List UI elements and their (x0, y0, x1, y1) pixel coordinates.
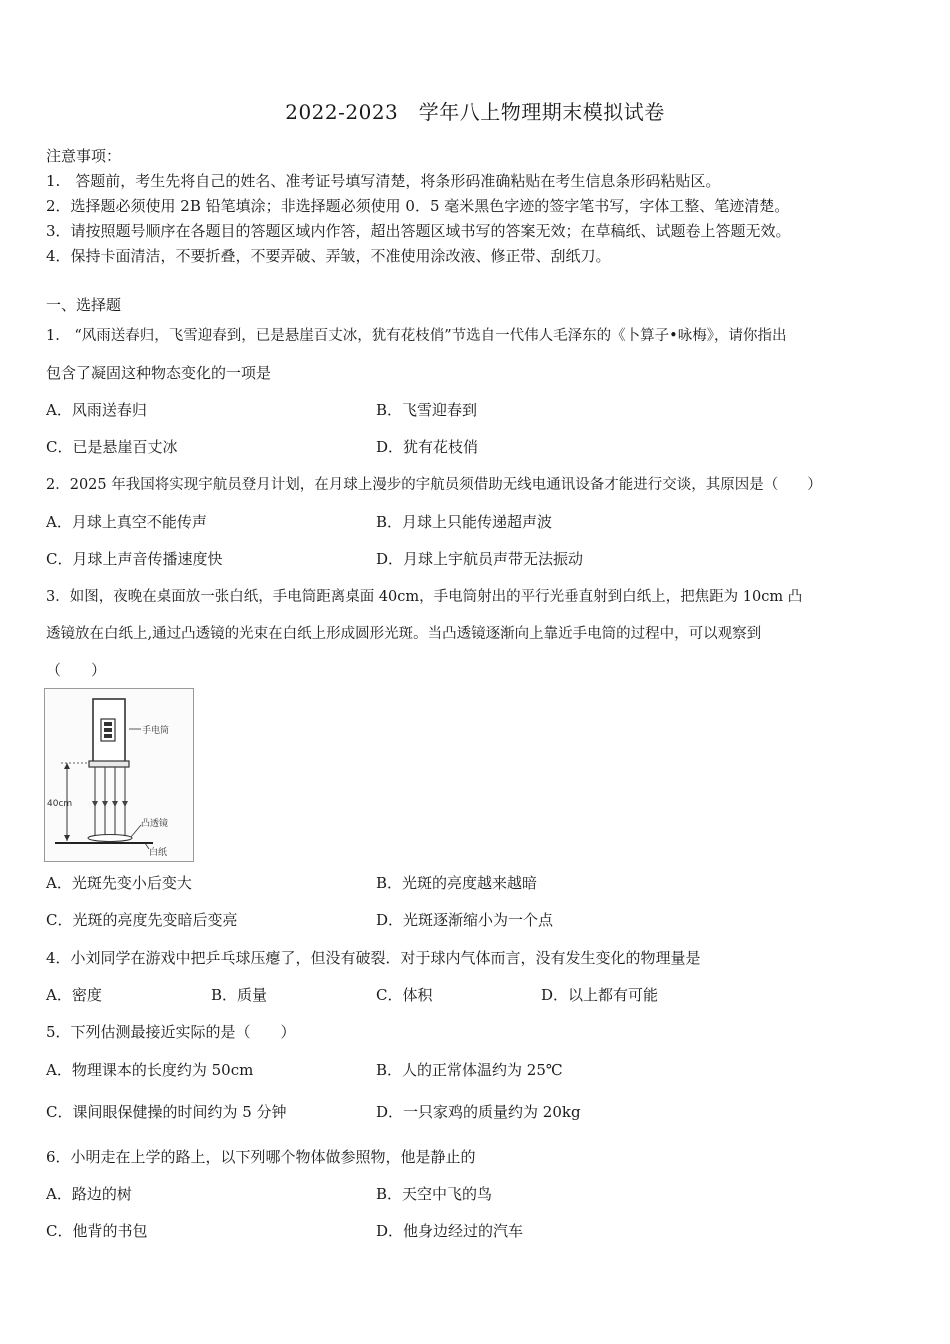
option-a: A．光斑先变小后变大 (46, 874, 192, 892)
ray-arrow (102, 801, 108, 807)
option-d: D．月球上宇航员声带无法振动 (376, 550, 584, 568)
option-b: B．天空中飞的鸟 (376, 1185, 493, 1203)
label-paper: 白纸 (149, 848, 168, 858)
option-a: A．月球上真空不能传声 (46, 513, 207, 531)
dimension-arrow (64, 763, 70, 769)
lens-diagram-svg (45, 689, 193, 861)
switch-mark (104, 728, 112, 732)
notice-item: 2．选择题必须使用 2B 铅笔填涂；非选择题必须使用 0．5 毫米黑色字迹的签字笔书写，字体工整、笔迹清楚。 (46, 197, 790, 215)
option-d: D．光斑逐渐缩小为一个点 (376, 911, 554, 929)
convex-lens (88, 835, 132, 842)
option-c: C．月球上声音传播速度快 (46, 550, 223, 568)
question-stem: 3．如图，夜晚在桌面放一张白纸，手电筒距离桌面 40cm，手电筒射出的平行光垂直射到白纸上，把焦距为 10cm 凸 (46, 589, 803, 605)
question-stem: 1. “风雨送春归，飞雪迎春到，已是悬崖百丈冰，犹有花枝俏”节选自一代伟人毛泽东的《卜算子•咏梅》，请你指出 (46, 328, 787, 344)
switch-mark (104, 734, 112, 738)
label-distance: 40cm (47, 799, 73, 809)
option-a: A．物理课本的长度约为 50cm (46, 1061, 254, 1079)
flashlight-head (89, 761, 129, 767)
ray-arrow (122, 801, 128, 807)
option-d: D．一只家鸡的质量约为 20kg (376, 1103, 581, 1121)
option-c: C．光斑的亮度先变暗后变亮 (46, 911, 238, 929)
option-d: D．以上都有可能 (541, 986, 659, 1004)
question-stem: 5．下列估测最接近实际的是（ ） (46, 1023, 296, 1041)
ray-arrow (112, 801, 118, 807)
question-stem: 2．2025 年我国将实现宇航员登月计划，在月球上漫步的宇航员须借助无线电通讯设备才能进行交谈，其原因是（ ） (46, 477, 822, 493)
option-a: A．密度 (46, 986, 102, 1004)
label-flashlight: 手电筒 (142, 726, 170, 736)
option-a: A．路边的树 (46, 1185, 132, 1203)
label-lens: 凸透镜 (141, 819, 169, 829)
question-stem: 透镜放在白纸上,通过凸透镜的光束在白纸上形成圆形光斑。当凸透镜逐渐向上靠近手电筒的过程中，可以观察到 (46, 626, 762, 642)
lens-diagram (44, 688, 194, 862)
notice-heading: 注意事项： (46, 147, 122, 165)
question-stem: 包含了凝固这种物态变化的一项是 (46, 364, 272, 382)
option-c: C．他背的书包 (46, 1222, 148, 1240)
switch-mark (104, 722, 112, 726)
option-b: B．光斑的亮度越来越暗 (376, 874, 538, 892)
question-stem: 6．小明走在上学的路上，以下列哪个物体做参照物，他是静止的 (46, 1148, 476, 1166)
option-c: C．已是悬崖百丈冰 (46, 438, 178, 456)
section-heading: 一、选择题 (46, 296, 122, 314)
option-b: B．质量 (211, 986, 268, 1004)
notice-item: 3．请按照题号顺序在各题目的答题区域内作答，超出答题区域书写的答案无效；在草稿纸、试题卷上答题无效。 (46, 222, 791, 240)
question-stem: （ ） (46, 661, 107, 679)
dimension-arrow (64, 835, 70, 841)
option-b: B．飞雪迎春到 (376, 401, 478, 419)
option-b: B．人的正常体温约为 25℃ (376, 1061, 563, 1079)
option-b: B．月球上只能传递超声波 (376, 513, 553, 531)
option-c: C．体积 (376, 986, 433, 1004)
option-c: C．课间眼保健操的时间约为 5 分钟 (46, 1103, 287, 1121)
option-d: D．他身边经过的汽车 (376, 1222, 524, 1240)
option-a: A．风雨送春归 (46, 401, 147, 419)
question-stem: 4．小刘同学在游戏中把乒乓球压瘪了，但没有破裂．对于球内气体而言，没有发生变化的物理量是 (46, 949, 701, 967)
page-title: 2022-2023 学年八上物理期末模拟试卷 (285, 100, 665, 124)
option-d: D．犹有花枝俏 (376, 438, 479, 456)
notice-item: 1. 答题前，考生先将自己的姓名、准考证号填写清楚，将条形码准确粘贴在考生信息条形码粘贴区。 (46, 172, 721, 190)
ray-arrow (92, 801, 98, 807)
notice-item: 4．保持卡面清洁，不要折叠，不要弄破、弄皱，不准使用涂改液、修正带、刮纸刀。 (46, 247, 611, 265)
leader-line (131, 825, 141, 837)
